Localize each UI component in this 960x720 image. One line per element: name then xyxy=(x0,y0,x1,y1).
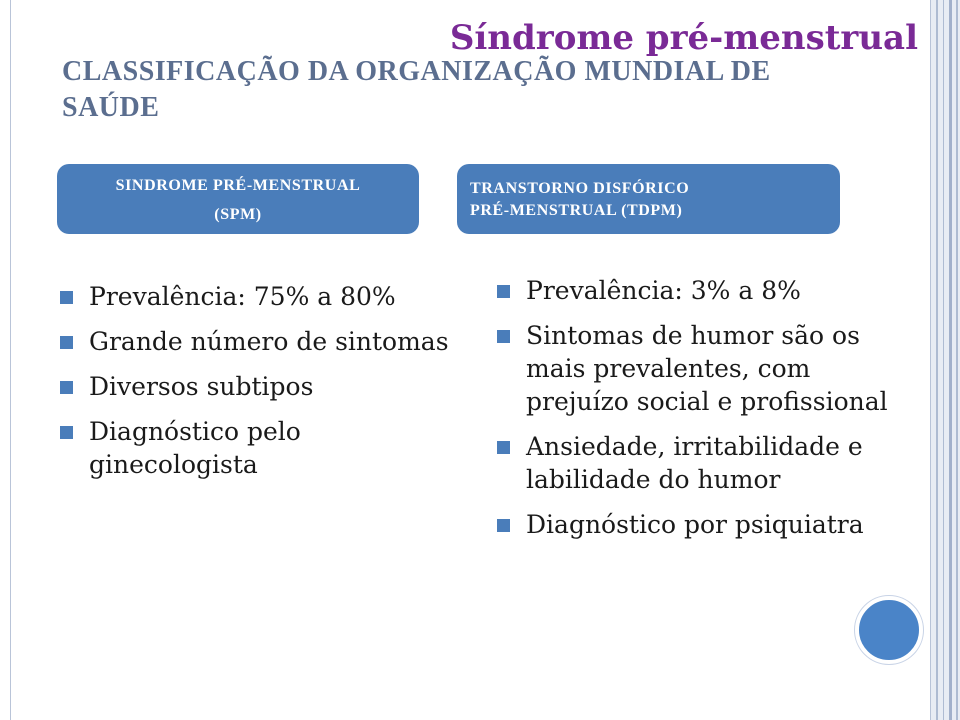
list-item-text: Grande número de sintomas xyxy=(89,327,449,356)
square-bullet-icon xyxy=(497,441,510,454)
list-item-text: Diversos subtipos xyxy=(89,372,314,401)
square-bullet-icon xyxy=(60,381,73,394)
list-item-text: Ansiedade, irritabilidade e labilidade do humor xyxy=(526,432,863,494)
spm-bullet-list xyxy=(60,280,450,493)
list-item xyxy=(497,319,917,418)
slide-subtitle: CLASSIFICAÇÃO DA ORGANIZAÇÃO MUNDIAL DE SAÚDE xyxy=(62,56,771,123)
tdpm-header-line2: PRÉ-MENSTRUAL (TDPM) xyxy=(470,202,683,219)
list-item-text: Prevalência: 3% a 8% xyxy=(526,276,801,305)
right-stripe-decoration xyxy=(930,0,960,720)
tdpm-header-box xyxy=(457,164,840,234)
spm-header-line1: SINDROME PRÉ-MENSTRUAL xyxy=(115,177,361,194)
list-item-text: Diagnóstico por psiquiatra xyxy=(526,510,864,539)
stripe-line xyxy=(943,0,944,720)
square-bullet-icon xyxy=(60,426,73,439)
list-item xyxy=(60,370,450,403)
list-item xyxy=(60,280,450,313)
tdpm-header-line1: TRANSTORNO DISFÓRICO xyxy=(470,180,690,197)
spm-header-box xyxy=(57,164,419,234)
stripe-line xyxy=(956,0,958,720)
list-item xyxy=(497,430,917,496)
square-bullet-icon xyxy=(60,336,73,349)
square-bullet-icon xyxy=(497,285,510,298)
list-item xyxy=(60,415,450,481)
square-bullet-icon xyxy=(60,291,73,304)
list-item-text: Sintomas de humor são os mais prevalentes, com prejuízo social e profissional xyxy=(526,321,888,416)
tdpm-bullet-list xyxy=(497,274,917,553)
list-item-text: Prevalência: 75% a 80% xyxy=(89,282,396,311)
square-bullet-icon xyxy=(497,519,510,532)
spm-header-line2: (SPM) xyxy=(214,206,262,223)
square-bullet-icon xyxy=(497,330,510,343)
decorative-circle xyxy=(855,596,923,664)
stripe-line xyxy=(936,0,938,720)
left-border-line xyxy=(10,0,11,720)
list-item xyxy=(497,508,917,541)
list-item xyxy=(60,325,450,358)
list-item-text: Diagnóstico pelo ginecologista xyxy=(89,417,301,479)
stripe-line xyxy=(949,0,952,720)
list-item xyxy=(497,274,917,307)
stripe-line xyxy=(930,0,931,720)
slide-title: Síndrome pré-menstrual xyxy=(449,18,918,58)
